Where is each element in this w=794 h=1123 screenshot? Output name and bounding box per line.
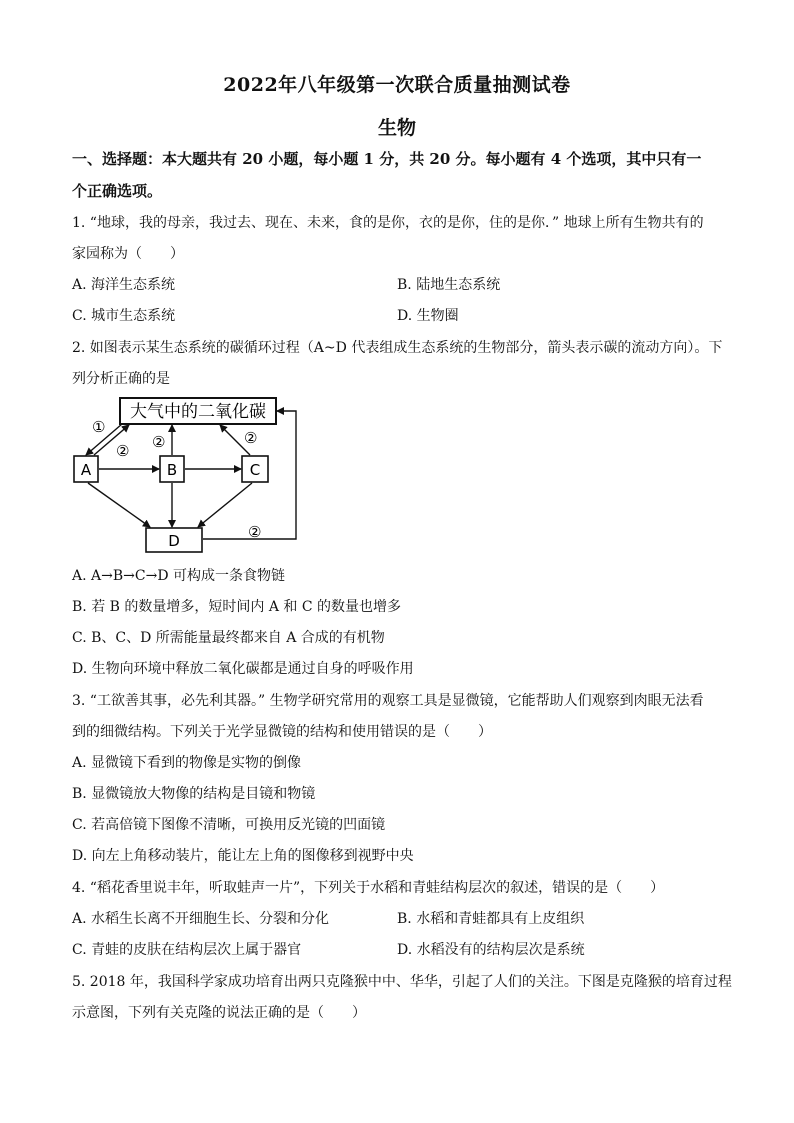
q3-option-d: D. 向左上角移动装片，能让左上角的图像移到视野中央: [72, 848, 414, 864]
q4-stem: 4. “稻花香里说丰年，听取蛙声一片”，下列关于水稻和青蛙结构层次的叙述，错误的是（ ）: [72, 880, 665, 896]
subject-title: 生物: [377, 117, 416, 139]
q3-option-a: A. 显微镜下看到的物像是实物的倒像: [72, 755, 302, 771]
section-instructions-line1: 一、选择题：本大题共有 20 小题，每小题 1 分，共 20 分。每小题有 4 个选项，其中只有一: [72, 150, 702, 168]
q2-option-a: A. A→B→C→D 可构成一条食物链: [72, 568, 285, 584]
q4-option-b: B. 水稻和青蛙都具有上皮组织: [397, 911, 585, 927]
q1-stem-line1: 1. “地球，我的母亲，我过去、现在、未来，食的是你，衣的是你，住的是你．” 地球上所有生物共有的: [72, 215, 704, 231]
mark-2-d: ②: [248, 523, 262, 541]
q3-stem-line2: 到的细微结构。下列关于光学显微镜的结构和使用错误的是（ ）: [72, 724, 492, 740]
mark-2-c: ②: [244, 429, 258, 447]
node-b-label: B: [166, 461, 178, 479]
mark-1: ①: [92, 418, 106, 436]
mark-2-b: ②: [152, 433, 166, 451]
q2-option-c: C. B、C、D 所需能量最终都来自 A 合成的有机物: [72, 630, 385, 646]
node-d-label: D: [168, 532, 180, 550]
q1-option-c: C. 城市生态系统: [72, 308, 176, 324]
q1-stem-line2: 家园称为（ ）: [72, 246, 184, 262]
mark-2-a: ②: [116, 442, 130, 460]
arrow-c-to-d: [198, 483, 252, 527]
q5-stem-line2: 示意图，下列有关克隆的说法正确的是（ ）: [72, 1005, 366, 1021]
section-instructions-line2: 个正确选项。: [72, 182, 163, 200]
arrow-a-to-d: [88, 483, 150, 527]
q4-option-a: A. 水稻生长离不开细胞生长、分裂和分化: [72, 911, 330, 927]
q3-stem-line1: 3. “工欲善其事，必先利其器。” 生物学研究常用的观察工具是显微镜，它能帮助人们观察到肉眼无法看: [72, 693, 704, 709]
q1-option-a: A. 海洋生态系统: [72, 277, 176, 293]
q1-option-b: B. 陆地生态系统: [397, 277, 501, 293]
q2-stem-line1: 2. 如图表示某生态系统的碳循环过程（A~D 代表组成生态系统的生物部分，箭头表示碳的流动方向）。下: [72, 340, 723, 356]
node-c-label: C: [249, 461, 261, 479]
page-title: 2022年八年级第一次联合质量抽测试卷: [223, 74, 571, 96]
q5-stem-line1: 5. 2018 年，我国科学家成功培育出两只克隆猴中中、华华，引起了人们的关注。下图是克隆猴的培育过程: [72, 974, 732, 990]
atmosphere-co2-label: 大气中的二氧化碳: [130, 402, 266, 422]
q3-option-b: B. 显微镜放大物像的结构是目镜和物镜: [72, 786, 316, 802]
q2-option-d: D. 生物向环境中释放二氧化碳都是通过自身的呼吸作用: [72, 661, 414, 677]
q3-option-c: C. 若高倍镜下图像不清晰，可换用反光镜的凹面镜: [72, 817, 386, 833]
q4-option-c: C. 青蛙的皮肤在结构层次上属于器官: [72, 942, 302, 958]
q2-stem-line2: 列分析正确的是: [72, 371, 170, 387]
q2-option-b: B. 若 B 的数量增多，短时间内 A 和 C 的数量也增多: [72, 599, 401, 615]
carbon-cycle-diagram: [72, 394, 312, 560]
node-a-label: A: [80, 461, 92, 479]
q4-option-d: D. 水稻没有的结构层次是系统: [397, 942, 585, 958]
q1-option-d: D. 生物圈: [397, 308, 459, 324]
